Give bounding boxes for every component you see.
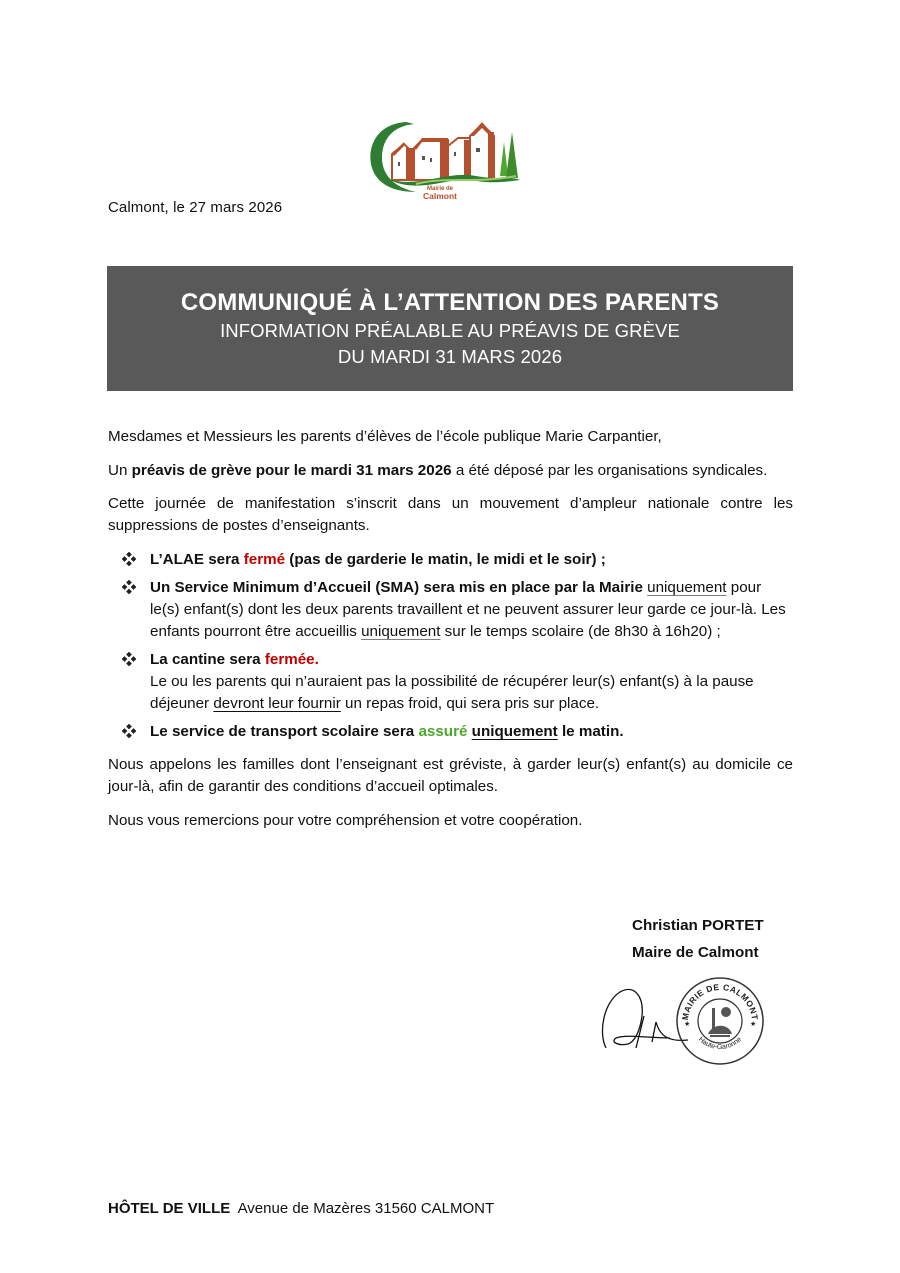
context-paragraph: Cette journée de manifestation s’inscrit dans un mouvement d’ampleur nationale contre les suppressions de postes d’enseignants.	[108, 495, 793, 534]
cantine-underline: devront leur fournir	[213, 695, 341, 712]
four-diamond-bullet-icon	[122, 552, 136, 566]
cantine-text-1: Le ou les parents qui n’auraient pas la possibilité de récupérer leur(s) enfant(s) à la pause déjeuner	[150, 673, 754, 712]
svg-text:★: ★	[750, 1021, 757, 1028]
notice-prefix: Un	[108, 462, 132, 479]
title-banner	[107, 266, 793, 391]
thanks-paragraph: Nous vous remercions pour votre compréhension et votre coopération.	[108, 812, 583, 829]
signatory-name: Christian PORTET	[632, 917, 764, 934]
alae-text-b: (pas de garderie le matin, le midi et le soir) ;	[285, 551, 606, 568]
signatory-role: Maire de Calmont	[632, 944, 759, 961]
town-hall-stamp-icon	[674, 976, 766, 1066]
svg-text:Haute-Garonne: Haute-Garonne	[696, 1036, 744, 1052]
notice-suffix: a été déposé par les organisations syndicales.	[451, 462, 768, 479]
list-item-cantine	[108, 649, 793, 715]
footer-street: Avenue de Mazères 31560 CALMONT	[237, 1200, 495, 1217]
list-item-alae	[108, 549, 793, 571]
cantine-text-2: un repas froid, qui sera pris sur place.	[340, 695, 600, 712]
notice-paragraph	[108, 460, 793, 482]
mairie-logo	[366, 118, 522, 200]
transport-text-a: Le service de transport scolaire sera	[150, 723, 419, 740]
four-diamond-bullet-icon	[122, 724, 136, 738]
svg-text:MAIRIE DE CALMONT: MAIRIE DE CALMONT	[679, 981, 761, 1021]
signature-block	[632, 912, 764, 966]
four-diamond-bullet-icon	[122, 652, 136, 666]
greeting-paragraph: Mesdames et Messieurs les parents d’élèves de l’école publique Marie Carpantier,	[108, 428, 662, 445]
sma-bold: Un Service Minimum d’Accueil (SMA) sera mis en place par la Mairie	[150, 579, 643, 596]
sma-underline-1: uniquement	[647, 579, 727, 596]
appeal-paragraph: Nous appelons les familles dont l’enseignant est gréviste, à garder leur(s) enfant(s) au domicile ce jour-là, afin de garantir des conditions d’accueil optimales.	[108, 756, 793, 795]
footer-hotel-de-ville: HÔTEL DE VILLE	[108, 1200, 231, 1217]
transport-assured-green: assuré	[418, 723, 468, 740]
svg-text:Mairie de: Mairie de	[426, 186, 454, 192]
alae-closed-red: fermé	[243, 551, 286, 568]
cantine-closed-red: fermée.	[264, 651, 319, 668]
cantine-bold: La cantine sera	[150, 651, 265, 668]
transport-text-b: le matin.	[557, 723, 624, 740]
list-item-sma	[108, 577, 793, 643]
mairie-de-calmont-logo-icon	[366, 118, 522, 200]
date-line: Calmont, le 27 mars 2026	[108, 199, 283, 216]
banner-subtitle-line1: INFORMATION PRÉALABLE AU PRÉAVIS DE GRÈVE	[220, 320, 680, 341]
sma-text-1: pour le(s) enfant(s) dont les deux parents travaillent et ne peuvent assurer leur garde ce jour-là. Les enfants pourront être accueillis	[150, 579, 786, 640]
alae-text-a: L’ALAE sera	[150, 551, 244, 568]
transport-underline: uniquement	[471, 723, 558, 740]
list-item-transport	[108, 721, 793, 743]
svg-text:★: ★	[684, 1021, 691, 1028]
banner-subtitle-line2: DU MARDI 31 MARS 2026	[337, 346, 563, 367]
sma-text-2: sur le temps scolaire (de 8h30 à 16h20) ;	[440, 623, 721, 640]
sma-underline-2: uniquement	[361, 623, 441, 640]
footer-address	[108, 1200, 494, 1217]
banner-title: COMMUNIQUÉ À L’ATTENTION DES PARENTS	[180, 289, 720, 316]
four-diamond-bullet-icon	[122, 580, 136, 594]
notice-bold: préavis de grève pour le mardi 31 mars 2026	[131, 462, 452, 479]
measures-list	[108, 549, 793, 749]
svg-text:Calmont: Calmont	[423, 191, 457, 200]
